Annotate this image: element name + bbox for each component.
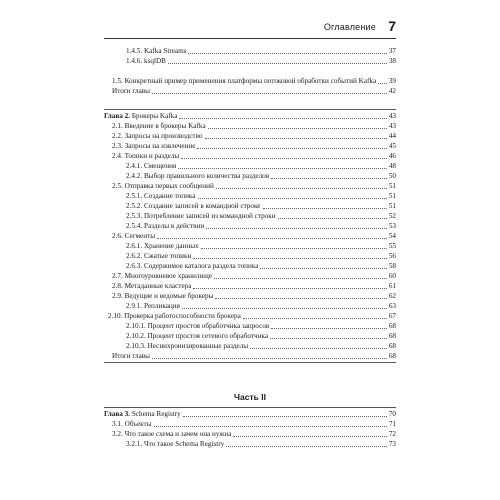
dot-leader [183,415,387,417]
toc-page-number: 68 [388,352,396,360]
dot-leader [178,167,387,169]
toc-entry-text: 2.9.1. Репликация [126,302,180,310]
toc-entry[interactable] [104,131,396,141]
toc-entry-text: 1.5. Конкретный пример применения платформы потоковой обработки событий Kafka [112,77,377,85]
toc-entry[interactable] [104,191,396,201]
toc-entry-text: Брокеры Kafka [130,112,178,120]
toc-entry-title [112,151,179,161]
toc-entry-text: 2.6.3. Содержимое каталога раздела топика [126,262,259,270]
toc-page-number: 44 [388,132,396,140]
toc-page-number: 50 [388,172,396,180]
toc-page-number: 72 [388,430,396,438]
toc-entry-title [112,281,191,291]
toc-entry-title [112,231,155,241]
toc-entry[interactable] [104,66,396,86]
chapter-separator [104,109,396,110]
toc-chapter-2 [104,111,396,361]
toc-entry[interactable] [104,46,396,56]
toc-page-number: 43 [388,122,396,130]
dot-leader [182,307,387,309]
toc-entry-title [126,321,269,331]
dot-leader [271,177,387,179]
part-title: Часть II [234,392,266,402]
toc-entry-title [126,241,199,251]
toc-entry-title [112,181,214,191]
toc-entry-text: 2.10.1. Процент простоя обработчика запросов [126,322,270,330]
toc-entry[interactable] [104,141,396,151]
toc-entry[interactable] [104,439,396,449]
toc-page-number: 63 [388,302,396,310]
dot-leader [270,337,387,339]
toc-entry-text: 2.5.2. Создание записей в командной строке [126,202,261,210]
toc-entry-text: 2.3. Запросы на извлечение [112,142,196,150]
toc-entry-title [126,191,196,201]
toc-entry[interactable] [104,321,396,331]
dot-leader [226,445,387,447]
chapter-separator [104,362,396,363]
header-page-number: 7 [388,18,396,34]
toc-entry[interactable] [104,291,396,301]
toc-entry-text: 2.5.1. Создание топика [126,192,196,200]
toc-entry-text: Итоги главы [112,352,151,360]
dot-leader [193,257,386,259]
toc-page-number: 37 [388,47,396,55]
toc-entry-text: 2.6. Сегменты [112,232,156,240]
toc-page-number: 55 [388,242,396,250]
toc-page-number: 51 [388,202,396,210]
toc-chapter-prefix: Глава 3. [104,410,131,418]
toc-page-number: 53 [388,222,396,230]
toc-entry[interactable] [104,161,396,171]
dot-leader [250,347,387,349]
dot-leader [193,287,386,289]
toc-entry[interactable] [104,211,396,221]
dot-leader [154,425,387,427]
toc-entry-title [112,419,152,429]
toc-entry-text: 2.5.4. Разделы в действии [126,222,205,230]
toc-entry-title [112,131,203,141]
dot-leader [271,327,387,329]
toc-entry[interactable] [104,86,396,96]
toc-entry-title [126,251,191,261]
toc-chapter-prefix: Глава 2. [104,112,131,120]
dot-leader [201,247,387,249]
toc-entry-title [112,429,231,439]
running-header [104,18,396,39]
toc-entry-text: Schema Registry [130,410,181,418]
toc-entry[interactable] [104,281,396,291]
dot-leader [205,137,387,139]
dot-leader [181,157,387,159]
toc-entry[interactable] [104,151,396,161]
dot-leader [215,297,386,299]
toc-entry-title [126,171,269,181]
toc-chapter-3 [104,409,396,449]
header-title: Оглавление [323,22,376,32]
toc-page-number: 62 [388,292,396,300]
toc-page-number: 68 [388,332,396,340]
dot-leader [233,435,386,437]
toc-entry-text: 2.6.2. Сжатые топики [126,252,192,260]
toc-page-number: 45 [388,142,396,150]
toc-entry-text: 1.4.6. ksqlDB [126,57,166,65]
dot-leader [197,147,386,149]
toc-page-number: 61 [388,282,396,290]
toc-page-number: 51 [388,182,396,190]
toc-entry-text: Итоги главы [112,87,151,95]
toc-page-number: 58 [388,262,396,270]
toc-entry-title [112,86,150,96]
toc-entry[interactable] [104,409,396,419]
toc-entry-text: 2.4.2. Выбор правильного количества разделов [126,172,270,180]
toc-entry-title [112,271,212,281]
toc-entry[interactable] [104,56,396,66]
toc-entry[interactable] [104,351,396,361]
toc-entry[interactable] [104,271,396,281]
dot-leader [378,82,387,84]
toc-entry-title [112,121,206,131]
toc-entry-text: 2.10.3. Несинхронизированные разделы [126,342,249,350]
toc-entry[interactable] [104,311,396,321]
toc-entry-title [126,261,258,271]
toc-entry[interactable] [104,241,396,251]
toc-page-number: 43 [388,112,396,120]
toc-entry-title [112,76,376,86]
toc-entry-text: 2.5. Отправка первых сообщений [112,182,214,190]
toc-entry[interactable] [104,419,396,429]
toc-entry-title [126,439,224,449]
dot-leader [260,267,386,269]
toc-page-number: 68 [388,322,396,330]
dot-leader [243,317,387,319]
toc-page-number: 70 [388,410,396,418]
toc-page-number: 68 [388,342,396,350]
toc-page-number: 71 [388,420,396,428]
toc-entry-title [112,291,213,301]
dot-leader [198,197,387,199]
toc-entry[interactable] [104,301,396,311]
toc-entry-text: 3.2.1. Что такое Schema Registry [126,440,225,448]
toc-page-number: 38 [388,57,396,65]
dot-leader [263,207,387,209]
toc-entry-title [104,111,177,121]
toc-entry-title [112,351,150,361]
toc-entry-title [108,311,241,321]
toc-entry-title [126,56,166,66]
toc-entry[interactable] [104,221,396,231]
toc-entry-text: 2.1. Введение в брокеры Kafka [112,122,206,130]
dot-leader [179,117,386,119]
toc-entry[interactable] [104,181,396,191]
toc-entry[interactable] [104,171,396,181]
toc-entry-title [126,161,176,171]
toc-entry-text: 1.4.5. Kafka Streams [126,47,187,55]
toc-entry-text: 2.2. Запросы на производство [112,132,203,140]
toc-entry[interactable] [104,429,396,439]
toc-page-number: 73 [388,440,396,448]
toc-page-number: 54 [388,232,396,240]
toc-page-number: 39 [388,77,396,85]
dot-leader [208,127,387,129]
dot-leader [206,227,387,229]
toc-entry-title [126,341,248,351]
dot-leader [214,277,387,279]
toc-entry-title [126,211,276,221]
toc-page-number: 56 [388,252,396,260]
dot-leader [278,217,387,219]
toc-page-number: 51 [388,192,396,200]
toc-entry-text: 2.7. Многоуровневое хранилище [112,272,212,280]
dot-leader [188,52,386,54]
toc-entry-title [104,409,181,419]
toc-entry-text: 2.4. Топики и разделы [112,152,180,160]
toc-entry-title [112,141,195,151]
dot-leader [157,237,387,239]
toc-entry-text: 2.5.3. Потребление записей из командной строки [126,212,276,220]
toc-page-number: 67 [388,312,396,320]
toc-chapter-1-tail [104,46,396,96]
dot-leader [168,62,387,64]
toc-entry-text: 2.6.1. Хранение данных [126,242,199,250]
toc-page-number: 48 [388,162,396,170]
toc-entry-title [126,46,186,56]
toc-page-number: 60 [388,272,396,280]
toc-entry-text: 2.10.2. Процент простоя сетевого обработчика [126,332,269,340]
toc-entry-title [126,331,268,341]
toc-entry-text: 2.8. Метаданные кластера [112,282,192,290]
toc-entry[interactable] [104,201,396,211]
toc-page-number: 42 [388,87,396,95]
toc-entry-text: 2.10. Проверка работоспособности брокера [108,312,241,320]
chapter-separator [104,407,396,408]
toc-entry-text: 2.9. Ведущие и ведомые брокеры [112,292,214,300]
toc-entry[interactable] [104,251,396,261]
toc-entry[interactable] [104,341,396,351]
toc-entry-text: 3.2. Что такое схема и зачем она нужна [112,430,232,438]
toc-entry[interactable] [104,261,396,271]
dot-leader [152,92,387,94]
toc-page-number: 46 [388,152,396,160]
toc-entry[interactable] [104,331,396,341]
dot-leader [216,187,387,189]
toc-entry[interactable] [104,121,396,131]
toc-entry-title [126,201,261,211]
toc-page-number: 52 [388,212,396,220]
toc-entry[interactable] [104,231,396,241]
toc-entry-text: 2.4.1. Смещения [126,162,177,170]
toc-entry-text: 3.1. Объекты [112,420,152,428]
toc-entry-title [126,221,204,231]
toc-entry[interactable] [104,111,396,121]
dot-leader [152,357,387,359]
toc-entry-title [126,301,180,311]
